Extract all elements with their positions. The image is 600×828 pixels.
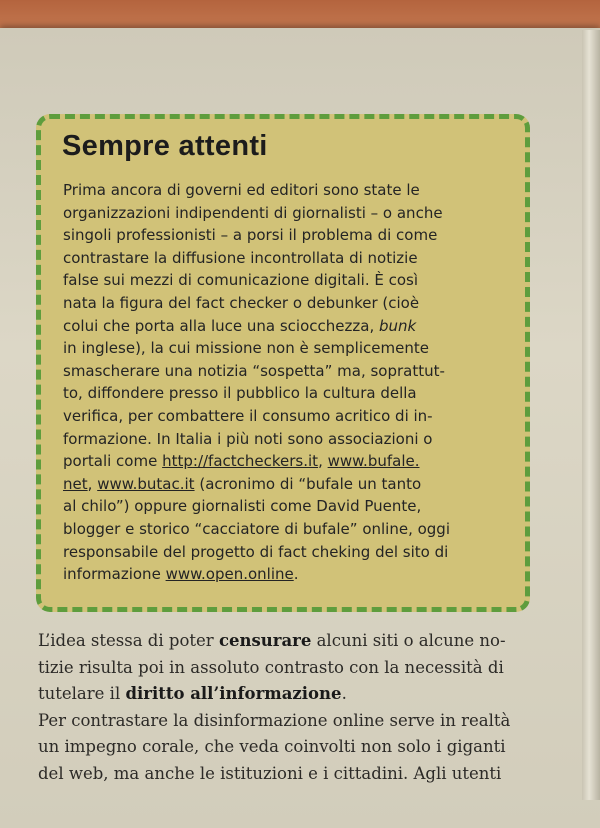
callout-line: in inglese), la cui missione non è semplicemente bbox=[63, 339, 429, 358]
callout-line bbox=[63, 315, 518, 338]
body-segment: alcuni siti o alcune no- bbox=[316, 631, 506, 650]
punctuation: . bbox=[341, 684, 347, 703]
callout-line: to, diffondere presso il pubblico la cultura della bbox=[63, 384, 417, 403]
callout-text-segment: (acronimo di “bufale un tanto bbox=[199, 474, 422, 493]
body-line: tizie risulta poi in assoluto contrasto con la necessità di bbox=[38, 657, 504, 677]
callout-line bbox=[63, 563, 518, 586]
callout-line bbox=[63, 450, 518, 473]
callout-line: formazione. In Italia i più noti sono associazioni o bbox=[63, 429, 433, 448]
callout-line: Prima ancora di governi ed editori sono state le bbox=[63, 181, 420, 199]
callout-text-segment: portali come bbox=[63, 452, 158, 471]
body-line: del web, ma anche le istituzioni e i cittadini. Agli utenti bbox=[38, 763, 502, 783]
callout-line: verifica, per combattere il consumo acritico di in- bbox=[63, 406, 433, 425]
callout-line: organizzazioni indipendenti di giornalisti – o anche bbox=[63, 203, 443, 222]
callout-line bbox=[63, 473, 518, 496]
callout-text-segment: informazione bbox=[63, 565, 161, 584]
link-butac[interactable]: www.butac.it bbox=[97, 474, 195, 493]
bold-term-diritto: diritto all’informazione bbox=[125, 684, 342, 703]
callout-title: Sempre attenti bbox=[62, 130, 268, 162]
link-open-online[interactable]: www.open.online bbox=[165, 565, 294, 584]
punctuation: , bbox=[318, 452, 323, 471]
body-segment: tutelare il bbox=[38, 684, 121, 703]
italic-term: bunk bbox=[379, 316, 417, 335]
link-bufale-part2[interactable]: net bbox=[63, 474, 88, 493]
callout-line: al chilo”) oppure giornalisti come David Puente, bbox=[63, 497, 422, 516]
callout-text bbox=[63, 179, 518, 586]
link-bufale-part1[interactable]: www.bufale. bbox=[327, 452, 420, 471]
body-line: Per contrastare la disinformazione online serve in realtà bbox=[38, 710, 511, 730]
body-text bbox=[38, 628, 548, 787]
callout-line: nata la figura del fact checker o debunker (cioè bbox=[63, 293, 420, 312]
punctuation: . bbox=[293, 565, 299, 584]
callout-line: false sui mezzi di comunicazione digitali. È così bbox=[63, 271, 419, 290]
callout-line: smascherare una notizia “sospetta” ma, soprattut- bbox=[63, 361, 445, 380]
callout-line: singoli professionisti – a porsi il problema di come bbox=[63, 226, 438, 245]
callout-line: blogger e storico “cacciatore di bufale” online, oggi bbox=[63, 519, 450, 538]
bold-term-censurare: censurare bbox=[218, 631, 312, 650]
callout-line: responsabile del progetto di fact cheking del sito di bbox=[63, 542, 449, 561]
body-line bbox=[38, 681, 548, 708]
body-segment: L’idea stessa di poter bbox=[38, 631, 214, 650]
callout-line: contrastare la diffusione incontrollata di notizie bbox=[63, 248, 418, 267]
callout-text-segment: colui che porta alla luce una sciocchezza, bbox=[63, 316, 375, 335]
body-line bbox=[38, 628, 548, 655]
body-line: un impegno corale, che veda coinvolti non solo i giganti bbox=[38, 737, 506, 756]
punctuation: , bbox=[87, 474, 93, 493]
page-edge bbox=[582, 30, 600, 800]
link-factcheckers[interactable]: http://factcheckers.it bbox=[162, 452, 319, 471]
